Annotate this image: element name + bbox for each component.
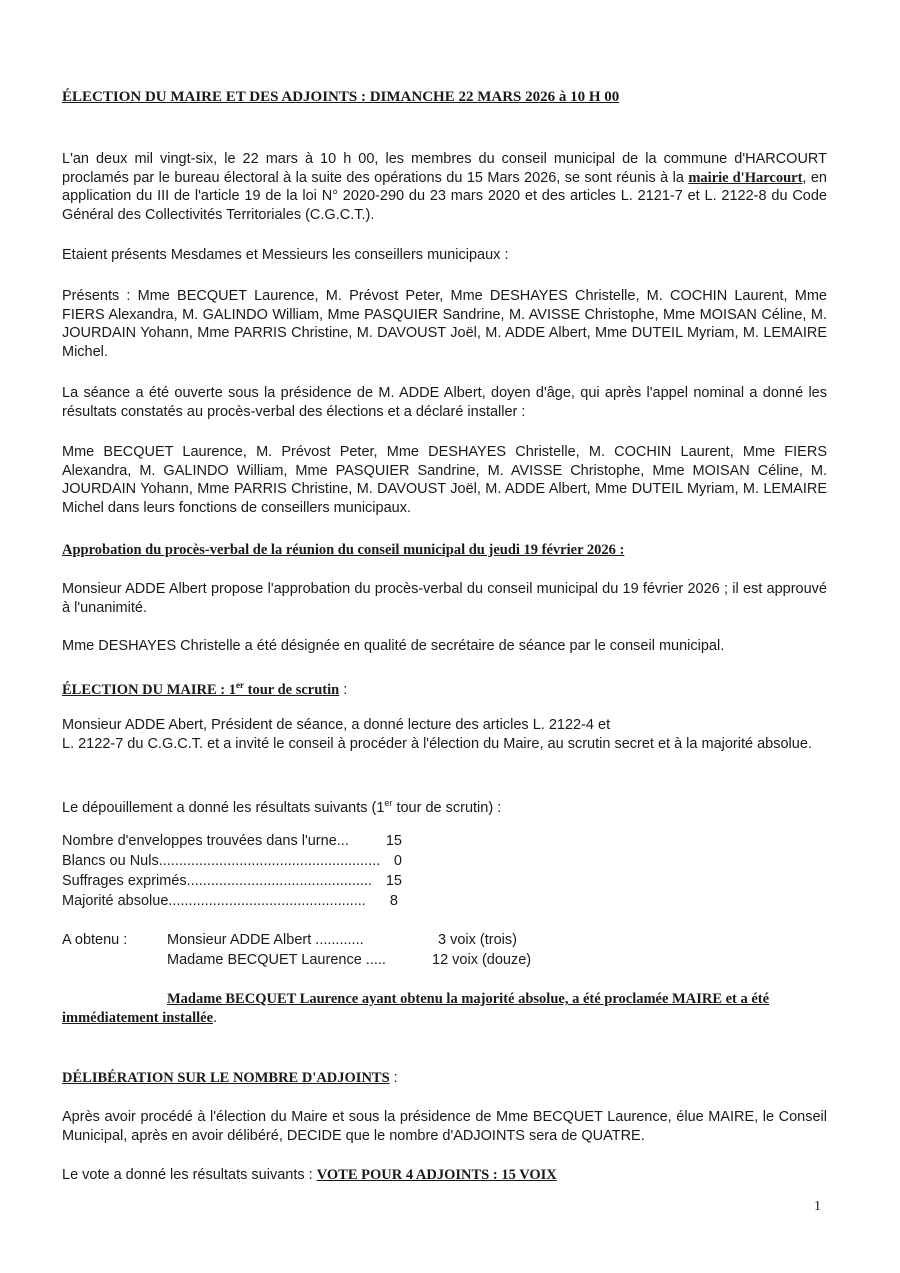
approval-text: Monsieur ADDE Albert propose l'approbation du procès-verbal du conseil municipal du 19 février 2026 ; il est approuvé à l'unanimité. — [62, 581, 827, 616]
presents-list: Présents : Mme BECQUET Laurence, M. Prévost Peter, Mme DESHAYES Christelle, M. COCHIN Laurent, Mme FIERS Alexandra, M. GALINDO William, Mme PASQUIER Sandrine, M. AVISSE Christophe, Mme MOISAN Céline, M. JOURDAIN Yohann, Mme PARRIS Christine, M. DAVOUST Joël, M. ADDE Albert, Mme DUTEIL Myriam, M. LEMAIRE Michel. — [62, 288, 827, 360]
candidate-name: Monsieur ADDE Albert ............ — [167, 932, 364, 948]
deputies-heading-text: DÉLIBÉRATION SUR LE NOMBRE D'ADJOINTS — [62, 1070, 390, 1086]
tally-label: Suffrages exprimés.............................................. — [62, 873, 372, 889]
present-intro: Etaient présents Mesdames et Messieurs les conseillers municipaux : — [62, 247, 509, 263]
results-intro-b: tour de scrutin) : — [392, 799, 502, 816]
candidate-votes: 12 voix (douze) — [432, 952, 532, 968]
mayor-intro-line1: Monsieur ADDE Abert, Président de séance, a donné lecture des articles L. 2122-4 et — [62, 717, 611, 733]
candidate-results — [62, 931, 827, 971]
deputies-heading-colon: : — [389, 1070, 398, 1086]
intro-text-2: , en application du III de l'article 19 de la loi N° 2020-290 du 23 mars 2020 et des articles L. 2121-7 et L. 2122-8 du Code Général des Collectivités Territoriales (C.G.C.T.). — [62, 169, 827, 223]
tally-value: 8 — [389, 893, 398, 909]
vote-label: Le vote a donné les résultats suivants : — [62, 1167, 317, 1183]
installed-list: Mme BECQUET Laurence, M. Prévost Peter, Mme DESHAYES Christelle, M. COCHIN Laurent, Mme FIERS Alexandra, M. GALINDO William, Mme PASQUIER Sandrine, M. AVISSE Christophe, Mme MOISAN Céline, M. JOURDAIN Yohann, Mme PARRIS Christine, M. DAVOUST Joël, M. ADDE Albert, Mme DUTEIL Myriam, M. LEMAIRE Michel dans leurs fonctions de conseillers municipaux. — [62, 444, 827, 516]
mayor-heading-sup: er — [236, 680, 245, 690]
candidate-row — [62, 931, 827, 951]
intro-place: mairie d'Harcourt — [688, 169, 803, 186]
tally-label: Blancs ou Nuls....................................................... — [62, 853, 381, 869]
proclamation-end: . — [213, 1009, 218, 1026]
mayor-intro-line2: L. 2122-7 du C.G.C.T. et a invité le conseil à procéder à l'élection du Maire, au scrutin secret et à la majorité absolue. — [62, 736, 812, 752]
results-intro-sup: er — [384, 798, 393, 808]
tally-value: 15 — [385, 873, 402, 889]
deputies-heading — [62, 1069, 827, 1088]
mayor-election-heading — [62, 676, 827, 699]
deputies-text: Après avoir procédé à l'élection du Maire et sous la présidence de Mme BECQUET Laurence, élue MAIRE, le Conseil Municipal, après en avoir délibéré, DECIDE que le nombre d'ADJOINTS sera de QUATRE. — [62, 1109, 827, 1144]
opening-paragraph: La séance a été ouverte sous la présidence de M. ADDE Albert, doyen d'âge, qui après l'appel nominal a donné les résultats constatés au procès-verbal des élections et a déclaré installer : — [62, 385, 827, 420]
tally-value: 15 — [385, 833, 402, 849]
results-intro-a: Le dépouillement a donné les résultats suivants (1 — [62, 799, 385, 816]
obtained-label: A obtenu : — [62, 932, 128, 948]
tally-row — [62, 872, 402, 892]
tally-row — [62, 892, 402, 912]
vote-result: VOTE POUR 4 ADJOINTS : 15 VOIX — [316, 1167, 557, 1183]
tally-value: 0 — [393, 853, 402, 869]
mayor-heading-colon: : — [339, 681, 348, 698]
intro-text-1: L'an deux mil vingt-six, le 22 mars à 10 h 00, les membres du conseil municipal de la commune d'HARCOURT proclamés par le bureau électoral à la suite des opérations du 15 Mars 2026, se sont réunis à la — [62, 151, 827, 186]
results-intro — [62, 794, 827, 817]
tally-row — [62, 832, 402, 852]
candidate-votes: 3 voix (trois) — [438, 932, 517, 948]
approval-heading: Approbation du procès-verbal de la réunion du conseil municipal du jeudi 19 février 2026 : — [62, 542, 625, 558]
ballot-tally — [62, 832, 402, 912]
mayor-proclamation — [62, 990, 827, 1027]
tally-row — [62, 852, 402, 872]
candidate-row — [62, 951, 827, 971]
proclamation-text: Madame BECQUET Laurence ayant obtenu la majorité absolue, a été proclamée MAIRE et a été immédiatement installée — [62, 991, 770, 1026]
document-title: ÉLECTION DU MAIRE ET DES ADJOINTS : DIMANCHE 22 MARS 2026 à 10 H 00 — [62, 89, 620, 105]
intro-paragraph — [62, 150, 827, 224]
tally-label: Majorité absolue................................................. — [62, 893, 366, 909]
mayor-heading-main: ÉLECTION DU MAIRE : 1 — [62, 681, 237, 698]
mayor-heading-rest: tour de scrutin — [244, 681, 340, 698]
vote-result-line — [62, 1166, 827, 1185]
page-number: 1 — [814, 1199, 821, 1214]
candidate-name: Madame BECQUET Laurence ..... — [167, 952, 386, 968]
secretary-text: Mme DESHAYES Christelle a été désignée en qualité de secrétaire de séance par le conseil municipal. — [62, 638, 725, 654]
tally-label: Nombre d'enveloppes trouvées dans l'urne... — [62, 833, 349, 849]
